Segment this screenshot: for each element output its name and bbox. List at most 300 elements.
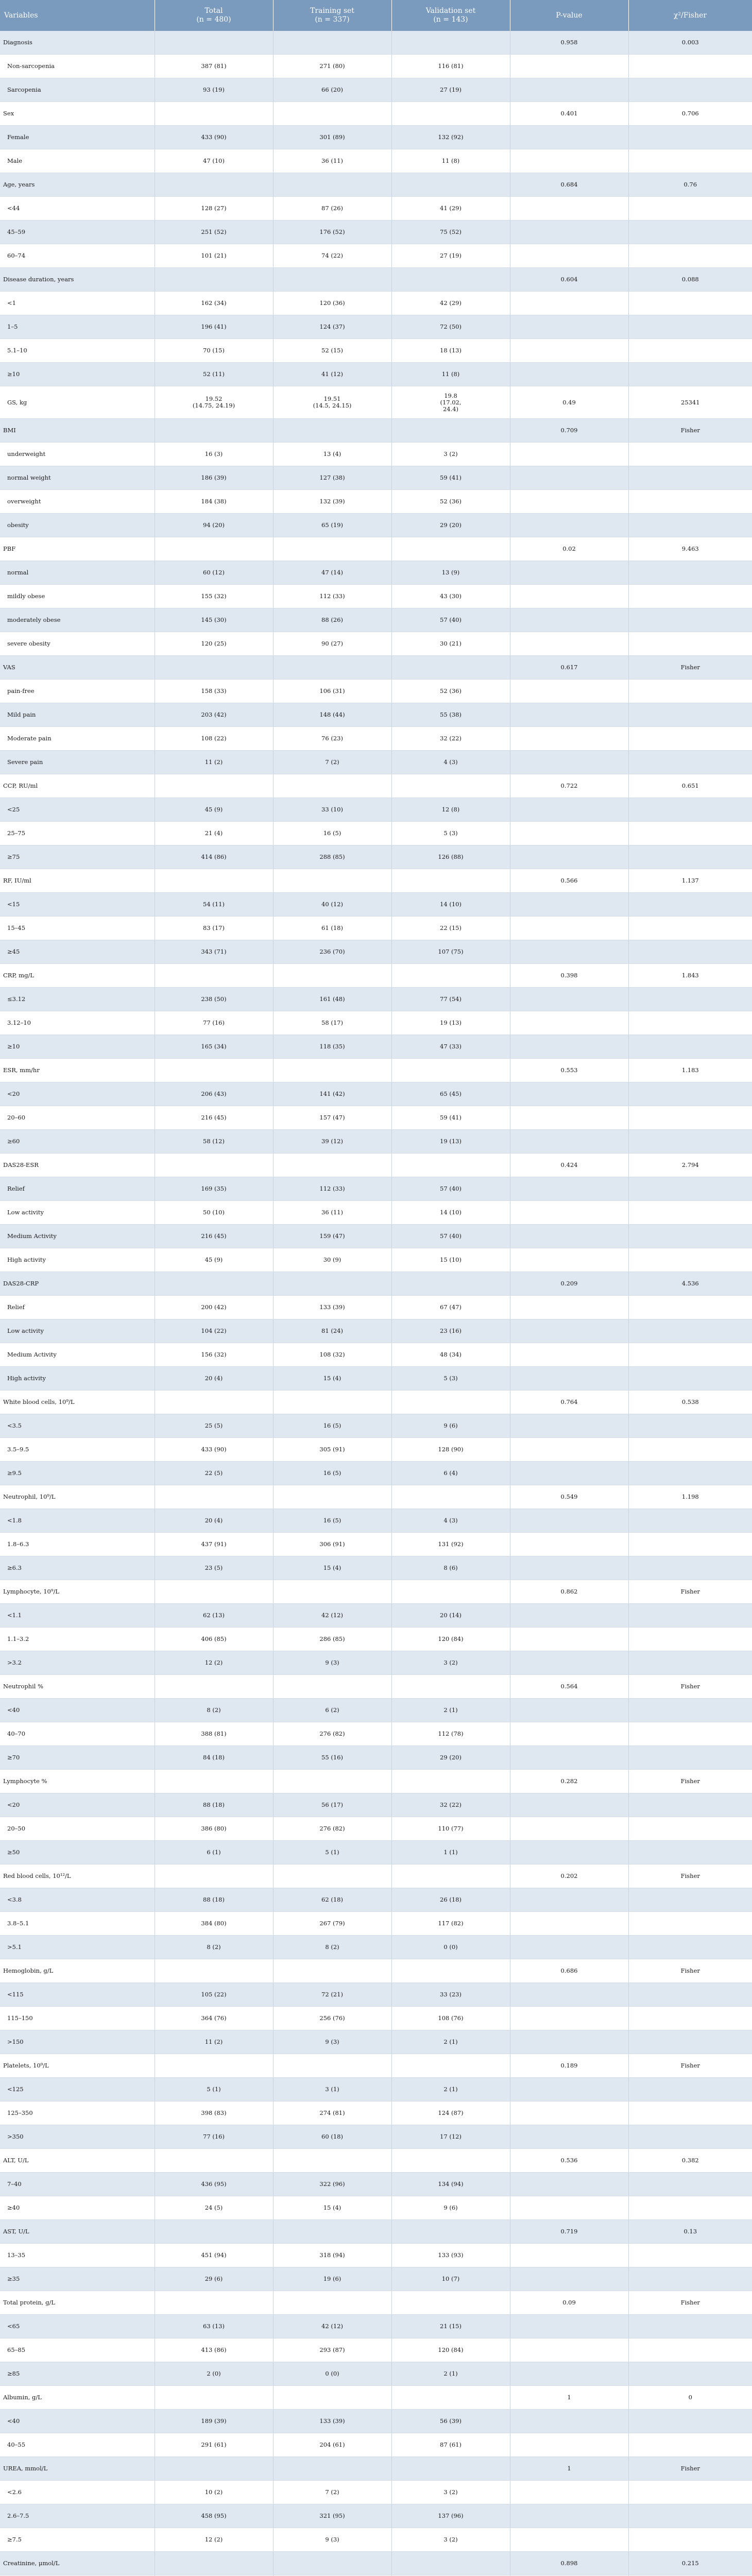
training-cell: 56 (17)	[273, 1793, 391, 1817]
p-value-cell	[510, 2078, 628, 2102]
validation-cell: 5 (3)	[391, 1367, 510, 1391]
statistic-cell: 0.382	[628, 2149, 752, 2173]
variable-cell: Moderate pain	[0, 727, 155, 751]
p-value-cell	[510, 1177, 628, 1201]
table-row	[0, 268, 752, 292]
statistic-cell	[628, 585, 752, 608]
validation-cell	[391, 1580, 510, 1604]
p-value-cell	[510, 2410, 628, 2433]
statistic-cell	[628, 514, 752, 537]
table-row	[0, 893, 752, 917]
training-cell	[273, 2149, 391, 2173]
variable-cell: 65–85	[0, 2338, 155, 2362]
total-cell: 25 (5)	[155, 1414, 273, 1438]
total-cell: 104 (22)	[155, 1319, 273, 1343]
p-value-cell	[510, 1841, 628, 1865]
table-row	[0, 315, 752, 339]
variable-cell: PBF	[0, 537, 155, 561]
validation-cell: 27 (19)	[391, 244, 510, 268]
p-value-cell	[510, 2504, 628, 2528]
variable-cell: 1.1–3.2	[0, 1628, 155, 1651]
total-cell: 6 (1)	[155, 1841, 273, 1865]
total-cell: 414 (86)	[155, 845, 273, 869]
table-row	[0, 1533, 752, 1556]
table-row	[0, 55, 752, 78]
p-value-cell	[510, 2102, 628, 2125]
total-cell: 21 (4)	[155, 822, 273, 845]
p-value-cell	[510, 1296, 628, 1319]
variable-cell: High activity	[0, 1248, 155, 1272]
total-cell: 20 (4)	[155, 1509, 273, 1533]
validation-cell: 65 (45)	[391, 1082, 510, 1106]
statistic-cell: 1.183	[628, 1059, 752, 1082]
training-cell	[273, 2054, 391, 2078]
statistic-cell	[628, 1248, 752, 1272]
p-value-cell	[510, 727, 628, 751]
validation-cell	[391, 2457, 510, 2481]
validation-cell: 52 (36)	[391, 680, 510, 703]
training-cell	[273, 869, 391, 893]
p-value-cell: 0.09	[510, 2291, 628, 2315]
statistic-cell: 4.536	[628, 1272, 752, 1296]
total-cell: 436 (95)	[155, 2173, 273, 2196]
validation-cell: 56 (39)	[391, 2410, 510, 2433]
validation-cell: 32 (22)	[391, 1793, 510, 1817]
statistic-cell: Fisher	[628, 1959, 752, 1983]
validation-cell	[391, 2291, 510, 2315]
total-cell: 29 (6)	[155, 2267, 273, 2291]
variable-cell: 115–150	[0, 2007, 155, 2030]
statistic-cell	[628, 2481, 752, 2504]
validation-cell: 137 (96)	[391, 2504, 510, 2528]
p-value-cell	[510, 1343, 628, 1367]
training-cell: 72 (21)	[273, 1983, 391, 2007]
table-header	[0, 0, 752, 31]
total-cell: 8 (2)	[155, 1936, 273, 1959]
statistic-cell	[628, 2078, 752, 2102]
p-value-cell	[510, 2030, 628, 2054]
total-cell	[155, 2054, 273, 2078]
table-row	[0, 1011, 752, 1035]
total-cell: 387 (81)	[155, 55, 273, 78]
table-row	[0, 1296, 752, 1319]
total-cell: 84 (18)	[155, 1746, 273, 1770]
table-row	[0, 2504, 752, 2528]
total-cell	[155, 102, 273, 126]
p-value-cell: 0.722	[510, 774, 628, 798]
table-row	[0, 1509, 752, 1533]
statistic-cell	[628, 798, 752, 822]
validation-cell	[391, 537, 510, 561]
table-row	[0, 1865, 752, 1888]
training-cell: 288 (85)	[273, 845, 391, 869]
variable-cell: ≥9.5	[0, 1462, 155, 1485]
validation-cell: 26 (18)	[391, 1888, 510, 1912]
variable-cell: <15	[0, 893, 155, 917]
table-row	[0, 490, 752, 514]
total-cell: 128 (27)	[155, 197, 273, 221]
training-cell	[273, 31, 391, 55]
table-row	[0, 537, 752, 561]
table-row	[0, 1746, 752, 1770]
total-cell: 77 (16)	[155, 2125, 273, 2149]
header-training-set: Training set (n = 337)	[273, 0, 391, 31]
validation-cell: 132 (92)	[391, 126, 510, 149]
training-cell: 276 (82)	[273, 1817, 391, 1841]
variable-cell: ESR, mm/hr	[0, 1059, 155, 1082]
total-cell: 108 (22)	[155, 727, 273, 751]
training-cell: 16 (5)	[273, 1462, 391, 1485]
variable-cell: ≤3.12	[0, 988, 155, 1011]
table-row	[0, 2528, 752, 2552]
training-cell: 318 (94)	[273, 2244, 391, 2267]
table-row	[0, 2457, 752, 2481]
validation-cell: 4 (3)	[391, 1509, 510, 1533]
training-cell: 40 (12)	[273, 893, 391, 917]
training-cell: 55 (16)	[273, 1746, 391, 1770]
validation-cell: 3 (2)	[391, 2481, 510, 2504]
p-value-cell	[510, 149, 628, 173]
training-cell: 8 (2)	[273, 1936, 391, 1959]
validation-cell: 110 (77)	[391, 1817, 510, 1841]
validation-cell: 77 (54)	[391, 988, 510, 1011]
total-cell: 437 (91)	[155, 1533, 273, 1556]
validation-cell	[391, 268, 510, 292]
p-value-cell	[510, 1699, 628, 1722]
variable-cell: Platelets, 10⁹/L	[0, 2054, 155, 2078]
total-cell: 62 (13)	[155, 1604, 273, 1628]
training-cell: 127 (38)	[273, 466, 391, 490]
table-row	[0, 1225, 752, 1248]
total-cell: 50 (10)	[155, 1201, 273, 1225]
p-value-cell: 0.209	[510, 1272, 628, 1296]
variable-cell: 3.12–10	[0, 1011, 155, 1035]
training-cell: 9 (3)	[273, 2528, 391, 2552]
total-cell: 388 (81)	[155, 1722, 273, 1746]
validation-cell: 23 (16)	[391, 1319, 510, 1343]
table-row	[0, 1959, 752, 1983]
table-row	[0, 845, 752, 869]
validation-cell: 27 (19)	[391, 78, 510, 102]
statistic-cell	[628, 2338, 752, 2362]
table-row	[0, 1912, 752, 1936]
training-cell	[273, 774, 391, 798]
total-cell: 11 (2)	[155, 2030, 273, 2054]
p-value-cell: 0.684	[510, 173, 628, 197]
p-value-cell	[510, 2244, 628, 2267]
statistic-cell	[628, 1983, 752, 2007]
validation-cell	[391, 102, 510, 126]
training-cell: 41 (12)	[273, 363, 391, 386]
table-row	[0, 680, 752, 703]
validation-cell: 124 (87)	[391, 2102, 510, 2125]
table-row	[0, 1272, 752, 1296]
p-value-cell	[510, 632, 628, 656]
training-cell: 124 (37)	[273, 315, 391, 339]
training-cell: 60 (18)	[273, 2125, 391, 2149]
variable-cell: <2.6	[0, 2481, 155, 2504]
training-cell: 36 (11)	[273, 1201, 391, 1225]
p-value-cell	[510, 1628, 628, 1651]
table-row	[0, 1556, 752, 1580]
training-cell: 65 (19)	[273, 514, 391, 537]
variable-cell: Low activity	[0, 1201, 155, 1225]
statistic-cell	[628, 315, 752, 339]
p-value-cell	[510, 315, 628, 339]
total-cell	[155, 869, 273, 893]
table-row	[0, 1888, 752, 1912]
p-value-cell	[510, 1936, 628, 1959]
variable-cell: 40–55	[0, 2433, 155, 2457]
table-row	[0, 1604, 752, 1628]
training-cell: 47 (14)	[273, 561, 391, 585]
training-cell	[273, 2291, 391, 2315]
variable-cell: Creatinine, μmol/L	[0, 2552, 155, 2575]
p-value-cell	[510, 1082, 628, 1106]
variable-cell: Diagnosis	[0, 31, 155, 55]
training-cell: 88 (26)	[273, 608, 391, 632]
variable-cell: Total protein, g/L	[0, 2291, 155, 2315]
total-cell	[155, 1391, 273, 1414]
total-cell	[155, 2386, 273, 2410]
statistic-cell	[628, 466, 752, 490]
total-cell: 105 (22)	[155, 1983, 273, 2007]
validation-cell: 14 (10)	[391, 1201, 510, 1225]
validation-cell: 2 (1)	[391, 2362, 510, 2386]
validation-cell	[391, 173, 510, 197]
p-value-cell	[510, 1414, 628, 1438]
table-row	[0, 1793, 752, 1817]
total-cell: 11 (2)	[155, 751, 273, 774]
p-value-cell: 0.617	[510, 656, 628, 680]
variable-cell: <3.8	[0, 1888, 155, 1912]
training-cell: 133 (39)	[273, 2410, 391, 2433]
p-value-cell	[510, 339, 628, 363]
statistic-cell	[628, 2244, 752, 2267]
statistic-cell: Fisher	[628, 1580, 752, 1604]
header-p-value: P-value	[510, 0, 628, 31]
validation-cell: 47 (33)	[391, 1035, 510, 1059]
training-cell: 58 (17)	[273, 1011, 391, 1035]
training-cell: 108 (32)	[273, 1343, 391, 1367]
p-value-cell	[510, 363, 628, 386]
statistic-cell	[628, 1793, 752, 1817]
variable-cell: 2.6–7.5	[0, 2504, 155, 2528]
p-value-cell	[510, 1556, 628, 1580]
validation-cell: 10 (7)	[391, 2267, 510, 2291]
validation-cell: 30 (21)	[391, 632, 510, 656]
validation-cell: 3 (2)	[391, 2528, 510, 2552]
variable-cell: 60–74	[0, 244, 155, 268]
variable-cell: normal	[0, 561, 155, 585]
variable-cell: <20	[0, 1082, 155, 1106]
validation-cell: 8 (6)	[391, 1556, 510, 1580]
table-row	[0, 466, 752, 490]
validation-cell: 131 (92)	[391, 1533, 510, 1556]
variable-cell: GS, kg	[0, 386, 155, 419]
validation-cell: 3 (2)	[391, 443, 510, 466]
total-cell: 24 (5)	[155, 2196, 273, 2220]
validation-cell	[391, 1675, 510, 1699]
p-value-cell: 0.401	[510, 102, 628, 126]
variable-cell: ≥50	[0, 1841, 155, 1865]
statistic-cell	[628, 2125, 752, 2149]
total-cell: 45 (9)	[155, 1248, 273, 1272]
variable-cell: <1.1	[0, 1604, 155, 1628]
statistic-cell	[628, 2196, 752, 2220]
p-value-cell	[510, 1983, 628, 2007]
variable-cell: Male	[0, 149, 155, 173]
statistic-cell	[628, 703, 752, 727]
variable-cell: 1–5	[0, 315, 155, 339]
statistic-cell	[628, 1367, 752, 1391]
p-value-cell	[510, 2007, 628, 2030]
variable-cell: ≥35	[0, 2267, 155, 2291]
table-row	[0, 988, 752, 1011]
statistic-cell: Fisher	[628, 419, 752, 443]
total-cell: 22 (5)	[155, 1462, 273, 1485]
total-cell	[155, 419, 273, 443]
total-cell	[155, 1865, 273, 1888]
validation-cell: 20 (14)	[391, 1604, 510, 1628]
total-cell: 291 (61)	[155, 2433, 273, 2457]
statistic-cell	[628, 845, 752, 869]
variable-cell: <1.8	[0, 1509, 155, 1533]
p-value-cell	[510, 2315, 628, 2338]
validation-cell: 75 (52)	[391, 221, 510, 244]
total-cell: 70 (15)	[155, 339, 273, 363]
validation-cell	[391, 419, 510, 443]
table-row	[0, 1319, 752, 1343]
statistic-cell	[628, 1651, 752, 1675]
training-cell	[273, 268, 391, 292]
statistic-cell	[628, 1343, 752, 1367]
variable-cell: underweight	[0, 443, 155, 466]
statistic-cell	[628, 1462, 752, 1485]
validation-cell: 59 (41)	[391, 466, 510, 490]
training-cell: 132 (39)	[273, 490, 391, 514]
p-value-cell	[510, 1011, 628, 1035]
p-value-cell	[510, 1248, 628, 1272]
table-row	[0, 1770, 752, 1793]
statistic-cell: Fisher	[628, 2457, 752, 2481]
variable-cell: 3.5–9.5	[0, 1438, 155, 1462]
p-value-cell	[510, 2481, 628, 2504]
total-cell: 413 (86)	[155, 2338, 273, 2362]
variable-cell: DAS28-ESR	[0, 1154, 155, 1177]
p-value-cell	[510, 2267, 628, 2291]
table-row	[0, 561, 752, 585]
total-cell: 406 (85)	[155, 1628, 273, 1651]
table-row	[0, 514, 752, 537]
table-row	[0, 2362, 752, 2386]
validation-cell: 19 (13)	[391, 1011, 510, 1035]
total-cell: 206 (43)	[155, 1082, 273, 1106]
statistic-cell	[628, 2030, 752, 2054]
table-row	[0, 419, 752, 443]
variable-cell: 7–40	[0, 2173, 155, 2196]
training-cell: 301 (89)	[273, 126, 391, 149]
total-cell: 458 (95)	[155, 2504, 273, 2528]
statistic-cell: 0.538	[628, 1391, 752, 1414]
variable-cell: Sarcopenia	[0, 78, 155, 102]
statistic-cell: Fisher	[628, 1770, 752, 1793]
p-value-cell: 0.709	[510, 419, 628, 443]
variable-cell: >150	[0, 2030, 155, 2054]
statistic-cell	[628, 1912, 752, 1936]
variable-cell: normal weight	[0, 466, 155, 490]
training-cell: 106 (31)	[273, 680, 391, 703]
validation-cell: 57 (40)	[391, 1225, 510, 1248]
variable-cell: AST, U/L	[0, 2220, 155, 2244]
statistic-cell	[628, 2528, 752, 2552]
statistic-cell: Fisher	[628, 656, 752, 680]
total-cell: 54 (11)	[155, 893, 273, 917]
variable-cell: >5.1	[0, 1936, 155, 1959]
training-cell: 118 (35)	[273, 1035, 391, 1059]
p-value-cell	[510, 940, 628, 964]
total-cell: 169 (35)	[155, 1177, 273, 1201]
table-row	[0, 1722, 752, 1746]
validation-cell: 2 (1)	[391, 1699, 510, 1722]
validation-cell	[391, 2054, 510, 2078]
variable-cell: 1.8–6.3	[0, 1533, 155, 1556]
statistic-cell	[628, 822, 752, 845]
total-cell: 2 (0)	[155, 2362, 273, 2386]
table-row	[0, 1177, 752, 1201]
training-cell: 9 (3)	[273, 2030, 391, 2054]
variable-cell: Red blood cells, 10¹²/L	[0, 1865, 155, 1888]
total-cell: 83 (17)	[155, 917, 273, 940]
training-cell: 61 (18)	[273, 917, 391, 940]
table-row	[0, 940, 752, 964]
validation-cell: 9 (6)	[391, 1414, 510, 1438]
variable-cell: mildly obese	[0, 585, 155, 608]
total-cell	[155, 656, 273, 680]
variable-cell: 40–70	[0, 1722, 155, 1746]
p-value-cell	[510, 845, 628, 869]
validation-cell	[391, 656, 510, 680]
statistic-cell	[628, 2173, 752, 2196]
total-cell: 216 (45)	[155, 1225, 273, 1248]
variable-cell: BMI	[0, 419, 155, 443]
statistic-cell: 0.13	[628, 2220, 752, 2244]
total-cell: 94 (20)	[155, 514, 273, 537]
p-value-cell: 0.566	[510, 869, 628, 893]
total-cell	[155, 1580, 273, 1604]
table-row	[0, 126, 752, 149]
p-value-cell: 0.282	[510, 1770, 628, 1793]
variable-cell: 25–75	[0, 822, 155, 845]
p-value-cell	[510, 1319, 628, 1343]
variable-cell: 20–50	[0, 1817, 155, 1841]
variable-cell: Lymphocyte, 10⁹/L	[0, 1580, 155, 1604]
total-cell: 216 (45)	[155, 1106, 273, 1130]
p-value-cell	[510, 2196, 628, 2220]
table-row	[0, 2315, 752, 2338]
table-row	[0, 1462, 752, 1485]
variable-cell: Relief	[0, 1177, 155, 1201]
training-cell: 81 (24)	[273, 1319, 391, 1343]
p-value-cell	[510, 703, 628, 727]
statistic-cell	[628, 197, 752, 221]
p-value-cell	[510, 798, 628, 822]
statistic-cell	[628, 78, 752, 102]
validation-cell: 120 (84)	[391, 1628, 510, 1651]
p-value-cell	[510, 221, 628, 244]
variable-cell: Female	[0, 126, 155, 149]
statistic-cell: 2.794	[628, 1154, 752, 1177]
